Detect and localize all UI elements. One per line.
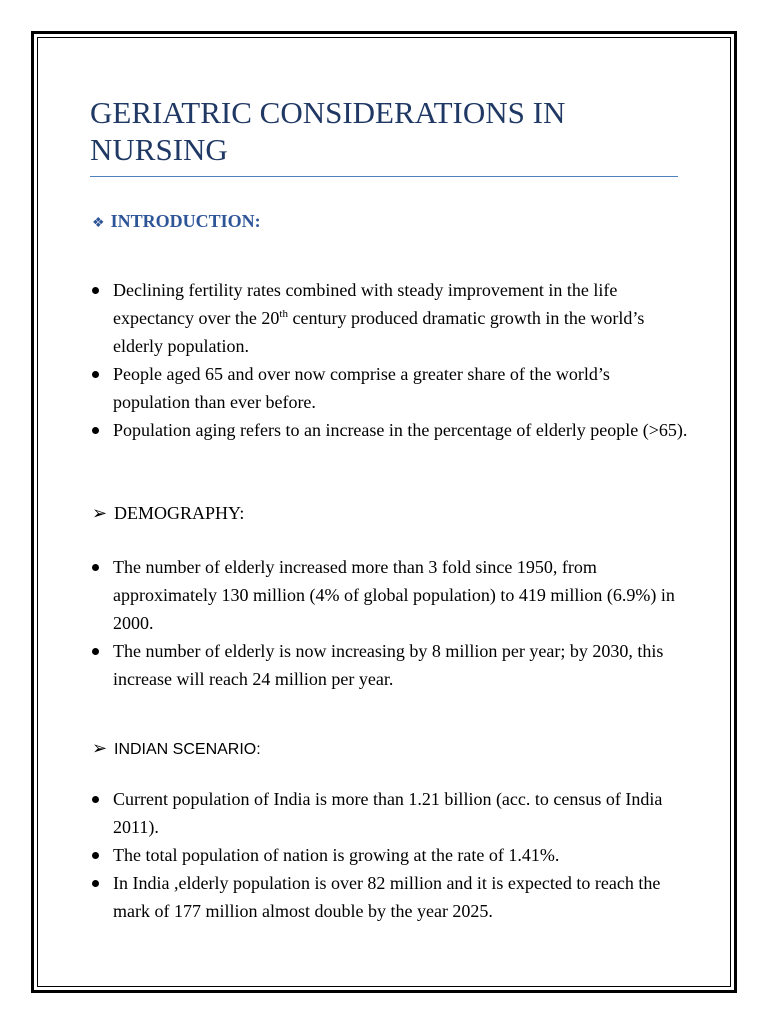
demography-heading — [92, 502, 244, 524]
demography-heading-text: DEMOGRAPHY: — [114, 503, 245, 523]
indian-scenario-list — [90, 785, 690, 925]
bullet-dot-icon — [92, 371, 99, 378]
indian-scenario-heading-text: INDIAN SCENARIO: — [114, 741, 261, 758]
list-item: Population aging refers to an increase in the percentage of elderly people (>65). — [90, 416, 690, 444]
introduction-list — [90, 276, 690, 444]
demography-list — [90, 553, 690, 693]
document-title: GERIATRIC CONSIDERATIONS IN NURSING — [90, 95, 566, 167]
indian-scenario-heading — [92, 737, 261, 761]
list-item: Declining fertility rates combined with steady improvement in the life expectancy over the 20th century produced dramatic growth in the world’s elderly population. — [90, 276, 690, 360]
bullet-dot-icon — [92, 852, 99, 859]
bullet-dot-icon — [92, 427, 99, 434]
list-item: In India ,elderly population is over 82 million and it is expected to reach the mark of 177 million almost double by the year 2025. — [90, 869, 690, 925]
bullet-dot-icon — [92, 287, 99, 294]
arrow-bullet-icon: ➢ — [92, 503, 108, 523]
list-item: The number of elderly is now increasing by 8 million per year; by 2030, this increase will reach 24 million per year. — [90, 637, 690, 693]
list-item: The total population of nation is growing at the rate of 1.41%. — [90, 841, 690, 869]
list-item: People aged 65 and over now comprise a greater share of the world’s population than ever before. — [90, 360, 690, 416]
list-item: Current population of India is more than 1.21 billion (acc. to census of India 2011). — [90, 785, 690, 841]
bullet-dot-icon — [92, 648, 99, 655]
introduction-heading-text: INTRODUCTION: — [110, 211, 261, 231]
title-underline — [90, 176, 678, 177]
bullet-dot-icon — [92, 796, 99, 803]
list-item: The number of elderly increased more than 3 fold since 1950, from approximately 130 million (4% of global population) to 419 million (6.9%) in 2000. — [90, 553, 690, 637]
introduction-heading — [92, 210, 261, 235]
arrow-bullet-icon: ➢ — [92, 738, 108, 758]
diamond-bullet-icon: ❖ — [92, 216, 105, 231]
bullet-dot-icon — [92, 880, 99, 887]
bullet-dot-icon — [92, 564, 99, 571]
